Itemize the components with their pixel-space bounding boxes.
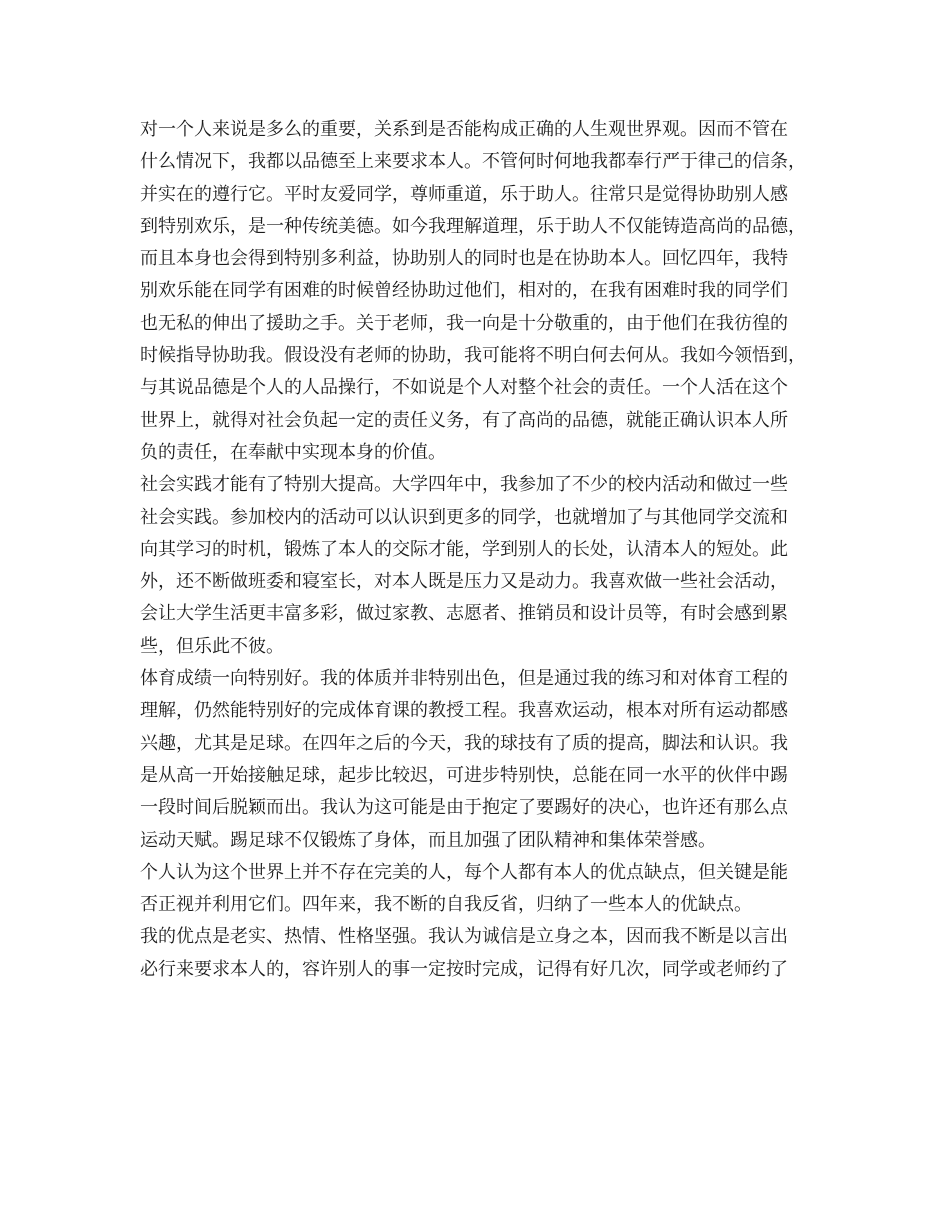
text-line: 世界上，就得对社会负起一定的责任义务，有了高尚的品德，就能正确认识本人所 <box>140 409 788 431</box>
text-line: 负的责任，在奉献中实现本身的价值。 <box>140 441 446 463</box>
text-line: 与其说品德是个人的人品操行，不如说是个人对整个社会的责任。一个人活在这个 <box>140 377 788 399</box>
text-line: 向其学习的时机，锻炼了本人的交际才能，学到别人的长处，认清本人的短处。此 <box>140 538 788 560</box>
text-line: 个人认为这个世界上并不存在完美的人，每个人都有本人的优点缺点，但关键是能 <box>140 861 788 883</box>
text-line: 到特别欢乐，是一种传统美德。如今我理解道理，乐于助人不仅能铸造高尚的品德， <box>140 215 806 237</box>
body-text <box>140 114 840 986</box>
text-line: 也无私的伸出了援助之手。关于老师，我一向是十分敬重的，由于他们在我彷徨的 <box>140 312 788 334</box>
text-line: 社会实践。参加校内的活动可以认识到更多的同学，也就增加了与其他同学交流和 <box>140 506 788 528</box>
text-line: 别欢乐能在同学有困难的时候曾经协助过他们，相对的，在我有困难时我的同学们 <box>140 280 788 302</box>
text-line: 些，但乐此不彼。 <box>140 635 284 657</box>
text-line: 时候指导协助我。假设没有老师的协助，我可能将不明白何去何从。我如今领悟到， <box>140 345 806 367</box>
text-line: 对一个人来说是多么的重要，关系到是否能构成正确的人生观世界观。因而不管在 <box>140 119 788 140</box>
text-line: 兴趣，尤其是足球。在四年之后的今天，我的球技有了质的提高，脚法和认识。我 <box>140 732 788 754</box>
text-line: 外，还不断做班委和寝室长，对本人既是压力又是动力。我喜欢做一些社会活动， <box>140 571 788 593</box>
text-line: 理解，仍然能特别好的完成体育课的教授工程。我喜欢运动，根本对所有运动都感 <box>140 700 788 722</box>
text-line: 什么情况下，我都以品德至上来要求本人。不管何时何地我都奉行严于律己的信条， <box>140 151 806 173</box>
text-line: 会让大学生活更丰富多彩，做过家教、志愿者、推销员和设计员等，有时会感到累 <box>140 603 788 625</box>
text-line: 必行来要求本人的，容许别人的事一定按时完成，记得有好几次，同学或老师约了 <box>140 958 788 980</box>
text-line: 并实在的遵行它。平时友爱同学，尊师重道，乐于助人。往常只是觉得协助别人感 <box>140 183 788 205</box>
text-line: 否正视并利用它们。四年来，我不断的自我反省，归纳了一些本人的优缺点。 <box>140 894 752 916</box>
text-line: 社会实践才能有了特别大提高。大学四年中，我参加了不少的校内活动和做过一些 <box>140 474 788 496</box>
text-line: 一段时间后脱颖而出。我认为这可能是由于抱定了要踢好的决心，也许还有那么点 <box>140 797 788 819</box>
text-line: 体育成绩一向特别好。我的体质并非特别出色，但是通过我的练习和对体育工程的 <box>140 668 788 690</box>
text-line: 我的优点是老实、热情、性格坚强。我认为诚信是立身之本，因而我不断是以言出 <box>140 926 788 948</box>
text-line: 而且本身也会得到特别多利益，协助别人的同时也是在协助本人。回忆四年，我特 <box>140 248 788 270</box>
text-line: 是从高一开始接触足球，起步比较迟，可进步特别快，总能在同一水平的伙伴中踢 <box>140 764 788 786</box>
text-line: 运动天赋。踢足球不仅锻炼了身体，而且加强了团队精神和集体荣誉感。 <box>140 829 716 851</box>
